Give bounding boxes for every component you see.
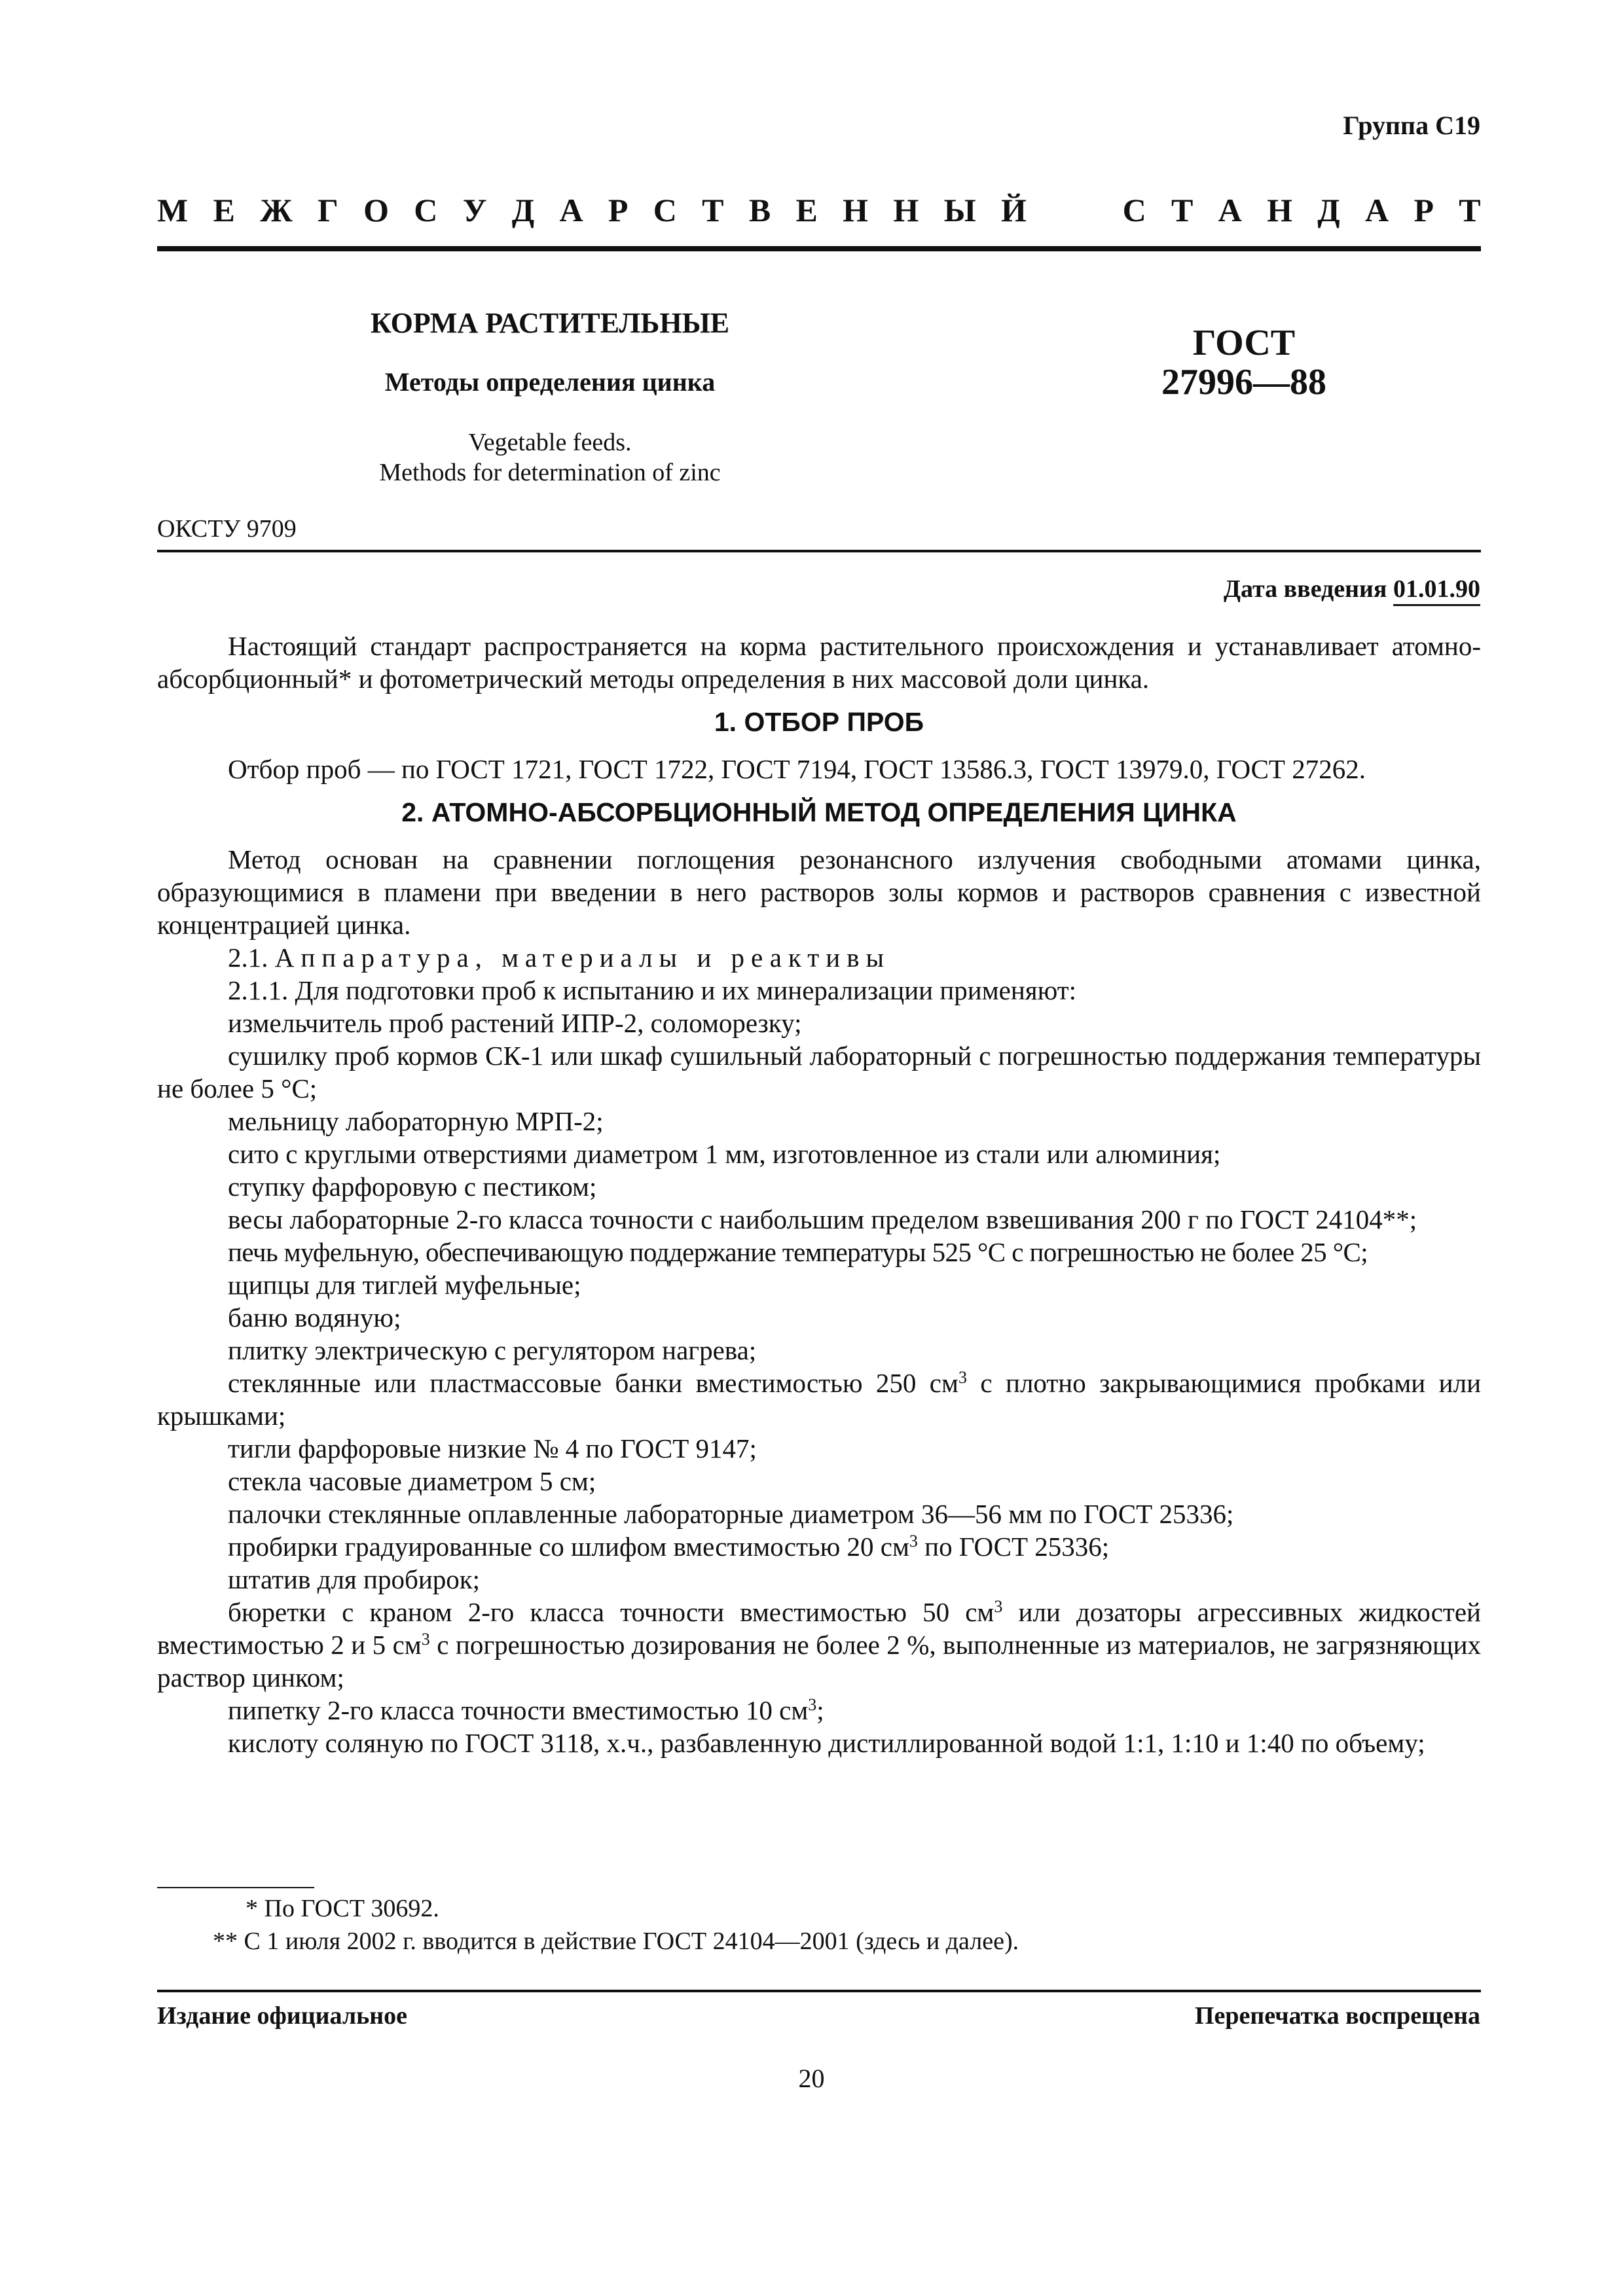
footer-rule xyxy=(157,1990,1481,1992)
banner-letter: Ы xyxy=(943,192,976,228)
list-item: весы лабораторные 2-го класса точности с наибольшим пределом взвешивания 200 г по ГОСТ 24104**; xyxy=(228,1204,1417,1234)
list-item: палочки стеклянные оплавленные лабораторные диаметром 36—56 мм по ГОСТ 25336; xyxy=(228,1499,1234,1529)
banner-letter: А xyxy=(559,192,583,228)
introduction-date xyxy=(1224,575,1480,603)
banner-letter: Т xyxy=(1171,192,1194,228)
doc-title: КОРМА РАСТИТЕЛЬНЫЕ xyxy=(370,307,730,339)
superscript: 3 xyxy=(909,1532,918,1551)
list-item: штатив для пробирок; xyxy=(228,1564,481,1594)
list-item-pipette xyxy=(157,1694,1481,1727)
section-2-text: Метод основан на сравнении поглощения резонансного излучения свободными атомами цинка, образующимися в пламени при введении в него растворов золы кормов и растворов сравнения с известной концентрацией цинка. xyxy=(157,844,1481,940)
banner-letter: Д xyxy=(511,192,535,228)
list-item: плитку электрическую с регулятором нагрева; xyxy=(228,1335,757,1365)
banner-letter: Т xyxy=(1459,192,1481,228)
section-1-text: Отбор проб — по ГОСТ 1721, ГОСТ 1722, ГОСТ 7194, ГОСТ 13586.3, ГОСТ 13979.0, ГОСТ 27262. xyxy=(228,754,1366,784)
list-item: тигли фарфоровые низкие № 4 по ГОСТ 9147; xyxy=(228,1433,757,1463)
list-item: мельницу лабораторную МРП-2; xyxy=(228,1106,604,1136)
header-rule xyxy=(157,246,1481,251)
banner-letter: В xyxy=(748,192,771,228)
group-code: Группа С19 xyxy=(1343,111,1480,140)
footnote-1: * По ГОСТ 30692. xyxy=(246,1895,439,1922)
jars-text-end: с плотно закрывающимися пробками или крышками; xyxy=(157,1368,1482,1431)
list-item-jars xyxy=(157,1367,1481,1432)
list-item-burettes xyxy=(157,1596,1481,1694)
subsection-2-1-1: 2.1.1. Для подготовки проб к испытанию и их минерализации применяют: xyxy=(228,975,1077,1005)
tubes-text: пробирки градуированные со шлифом вместимостью 20 см xyxy=(228,1532,909,1562)
superscript: 3 xyxy=(421,1630,430,1649)
list-item: щипцы для тиглей муфельные; xyxy=(228,1270,581,1300)
superscript: 3 xyxy=(994,1597,1003,1616)
banner-letter: Е xyxy=(213,192,235,228)
list-item: измельчитель проб растений ИПР-2, соломорезку; xyxy=(228,1008,802,1038)
list-item-tubes xyxy=(157,1530,1481,1563)
burette-text: бюретки с краном 2-го класса точности вместимостью 50 см xyxy=(228,1597,994,1627)
footnote-rule xyxy=(157,1887,314,1888)
banner-letter: Т xyxy=(702,192,724,228)
section-2-heading: 2. АТОМНО-АБСОРБЦИОННЫЙ МЕТОД ОПРЕДЕЛЕНИЯ ЦИНКА xyxy=(401,797,1237,827)
reprint-prohibited-label: Перепечатка воспрещена xyxy=(1194,2002,1480,2030)
date-value: 01.01.90 xyxy=(1393,575,1480,606)
page-number: 20 xyxy=(798,2064,825,2093)
subsection-title: Аппаратура, материалы и реактивы xyxy=(274,942,891,973)
pipette-text: пипетку 2-го класса точности вместимостью 10 см xyxy=(228,1695,809,1725)
official-edition-label: Издание официальное xyxy=(157,2002,408,2030)
banner-letter: Н xyxy=(843,192,869,228)
banner-letter: Н xyxy=(893,192,919,228)
banner-letter: М xyxy=(157,192,189,228)
burette-text-end: с погрешностью дозирования не более 2 %, выполненные из материалов, не загрязняющих раствор цинком; xyxy=(157,1630,1482,1693)
date-label: Дата введения xyxy=(1223,575,1393,603)
doc-subtitle: Методы определения цинка xyxy=(384,367,716,397)
banner-letter: С xyxy=(414,192,438,228)
banner-letter: С xyxy=(1122,192,1146,228)
list-item: сушилку проб кормов СК-1 или шкаф сушильный лабораторный с погрешностью поддержания температуры не более 5 °С; xyxy=(157,1041,1481,1103)
banner-letter: Р xyxy=(1413,192,1434,228)
list-item: кислоту соляную по ГОСТ 3118, х.ч., разбавленную дистиллированной водой 1:1, 1:10 и 1:40 по объему; xyxy=(228,1728,1425,1758)
standard-banner xyxy=(157,190,1481,230)
subsection-number: 2.1. xyxy=(228,942,275,973)
okstu-code: ОКСТУ 9709 xyxy=(157,515,297,543)
banner-letter: Ж xyxy=(260,192,293,228)
intro-paragraph: Настоящий стандарт распространяется на корма растительного происхождения и устанавливает атомно-абсорбционный* и фотометрический методы определения в них массовой доли цинка. xyxy=(157,631,1481,694)
okstu-rule xyxy=(157,550,1481,552)
gost-label: ГОСТ xyxy=(1192,323,1296,363)
list-item: баню водяную; xyxy=(228,1302,401,1333)
list-item: печь муфельную, обеспечивающую поддержание температуры 525 °С с погрешностью не более 25 °С; xyxy=(228,1237,1368,1267)
banner-letter: Й xyxy=(1001,192,1027,228)
banner-letter: Г xyxy=(317,192,338,228)
english-title-line1: Vegetable feeds. xyxy=(468,429,632,456)
superscript: 3 xyxy=(958,1368,967,1387)
banner-letter: Е xyxy=(795,192,818,228)
banner-letter: С xyxy=(653,192,677,228)
list-item: ступку фарфоровую с пестиком; xyxy=(228,1172,597,1202)
pipette-text-end: ; xyxy=(816,1695,824,1725)
burette-text-mid: или дозаторы агрессивных жидкостей вместимостью 2 и 5 см xyxy=(157,1597,1481,1660)
jars-text: стеклянные или пластмассовые банки вместимостью 250 см xyxy=(228,1368,958,1398)
section-1-heading: 1. ОТБОР ПРОБ xyxy=(714,707,924,737)
superscript: 3 xyxy=(808,1695,817,1714)
gost-number: 27996—88 xyxy=(1161,362,1326,403)
footnote-2: ** С 1 июля 2002 г. вводится в действие ГОСТ 24104—2001 (здесь и далее). xyxy=(213,1928,1019,1955)
list-item: сито с круглыми отверстиями диаметром 1 мм, изготовленное из стали или алюминия; xyxy=(228,1139,1221,1169)
banner-letter: Р xyxy=(608,192,629,228)
banner-letter: А xyxy=(1365,192,1389,228)
subsection-2-1 xyxy=(157,941,1481,974)
english-title-line2: Methods for determination of zinc xyxy=(379,459,721,486)
tubes-text-end: по ГОСТ 25336; xyxy=(917,1532,1110,1562)
banner-letter: Н xyxy=(1267,192,1292,228)
banner-letter: У xyxy=(462,192,487,228)
banner-letter: Д xyxy=(1317,192,1340,228)
list-item: стекла часовые диаметром 5 см; xyxy=(228,1466,596,1496)
banner-letter: О xyxy=(363,192,389,228)
banner-letter: А xyxy=(1218,192,1242,228)
document-body xyxy=(157,630,1481,1759)
